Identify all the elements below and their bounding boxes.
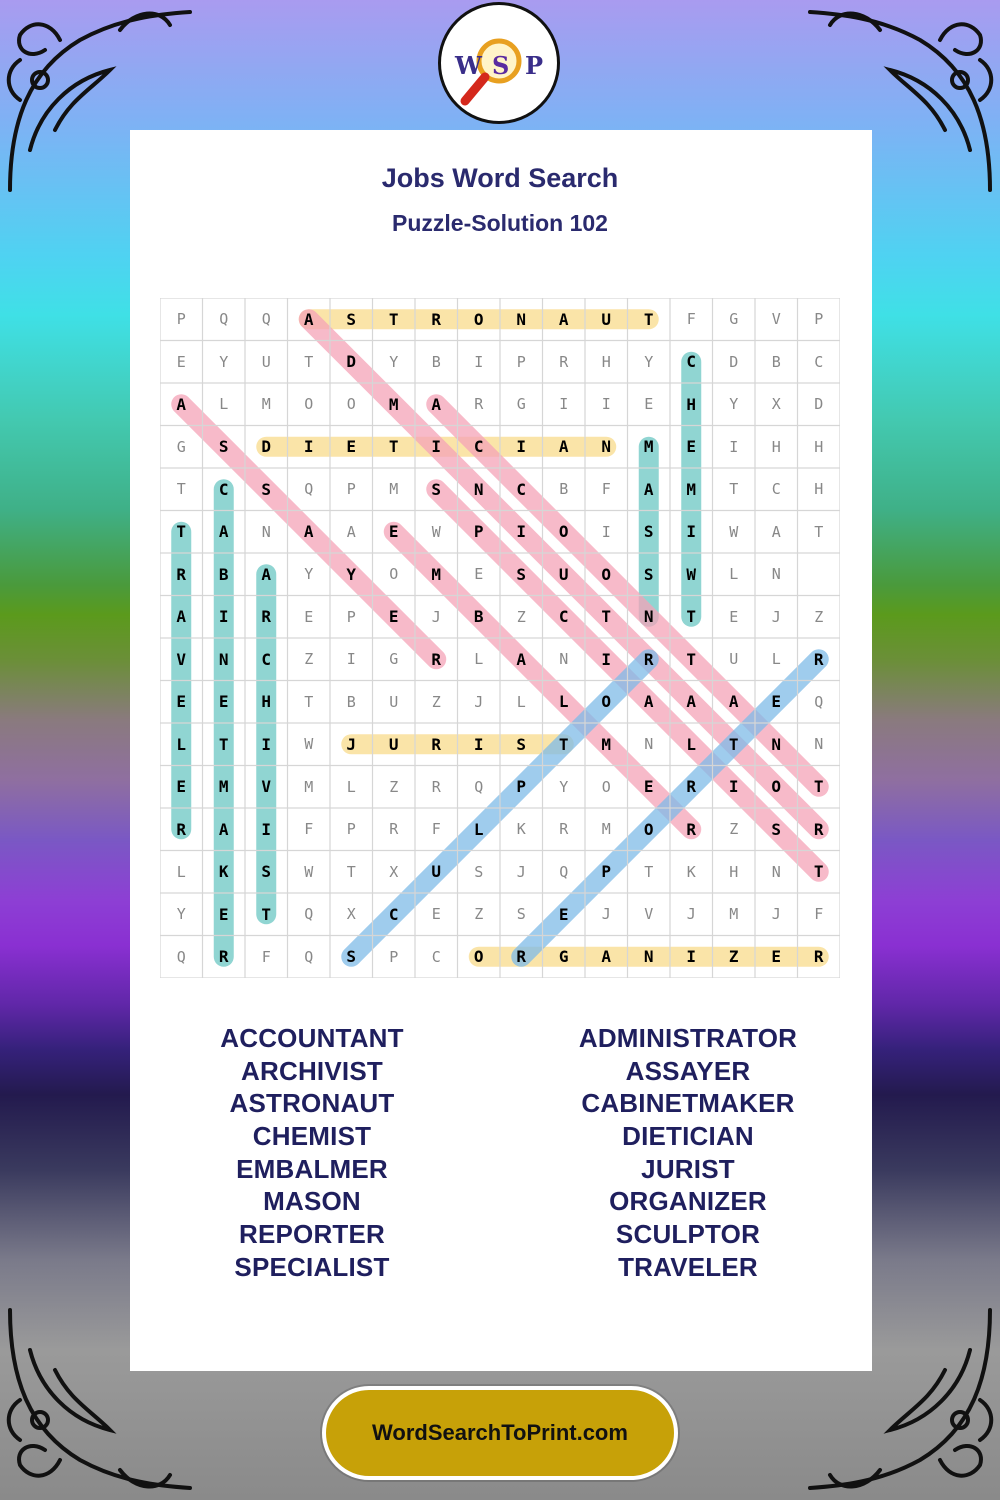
grid-cell[interactable]: Z [729, 820, 739, 839]
logo-letter-w: W [455, 51, 482, 80]
grid-cell[interactable]: Y [176, 905, 186, 924]
grid-cell[interactable]: B [473, 607, 484, 627]
grid-cell[interactable]: A [303, 309, 314, 329]
grid-cell[interactable]: F [261, 947, 271, 966]
grid-cell[interactable]: M [304, 777, 314, 796]
grid-cell[interactable]: T [728, 734, 739, 754]
grid-cell[interactable]: Z [431, 692, 441, 711]
grid-cell[interactable]: N [643, 607, 654, 627]
grid-cell[interactable]: A [516, 649, 527, 669]
grid-cell[interactable]: R [389, 820, 399, 839]
grid-cell[interactable]: D [729, 352, 739, 371]
grid-cell[interactable]: H [601, 352, 611, 371]
grid-cell[interactable]: T [643, 309, 654, 329]
grid-cell[interactable]: Q [304, 947, 314, 966]
grid-cell[interactable]: D [261, 437, 272, 457]
grid-cell[interactable]: O [771, 777, 782, 797]
grid-cell[interactable]: Z [474, 905, 484, 924]
word-list-item: ASSAYER [625, 1055, 751, 1086]
grid-cell[interactable]: Y [304, 565, 314, 584]
grid-cell[interactable]: J [346, 734, 357, 754]
grid-cell[interactable]: A [176, 394, 187, 414]
grid-cell[interactable]: V [644, 905, 654, 924]
grid-cell[interactable]: K [686, 862, 696, 881]
grid-cell[interactable]: L [771, 650, 781, 669]
grid-cell[interactable]: E [686, 437, 697, 457]
grid-cell[interactable]: L [219, 395, 229, 414]
grid-cell[interactable]: A [218, 819, 229, 839]
grid-cell[interactable]: Y [219, 352, 229, 371]
grid-cell[interactable]: N [559, 650, 569, 669]
puzzle-grid-area [160, 298, 840, 978]
grid-cell[interactable]: S [474, 862, 484, 881]
grid-cell[interactable]: U [388, 734, 399, 754]
grid-cell[interactable]: V [176, 649, 187, 669]
grid-cell[interactable]: S [218, 437, 229, 457]
grid-cell[interactable]: A [261, 564, 272, 584]
grid-cell[interactable]: T [304, 352, 314, 371]
grid-cell[interactable]: L [176, 734, 187, 754]
grid-cell[interactable]: N [218, 649, 229, 669]
grid-cell[interactable]: O [643, 819, 654, 839]
grid-cell[interactable]: I [516, 522, 527, 542]
grid-cell[interactable]: P [516, 777, 527, 797]
grid-cell[interactable]: L [346, 777, 356, 796]
grid-cell[interactable]: M [388, 394, 399, 414]
grid-cell[interactable]: M [218, 777, 229, 797]
grid-cell[interactable]: S [261, 862, 272, 882]
grid-cell[interactable]: B [431, 352, 441, 371]
grid-cell[interactable]: I [261, 734, 272, 754]
grid-cell[interactable]: A [558, 437, 569, 457]
grid-cell[interactable]: F [686, 310, 696, 329]
grid-cell[interactable]: T [813, 777, 824, 797]
grid-cell[interactable]: Z [304, 650, 314, 669]
grid-cell[interactable]: I [601, 522, 611, 541]
grid-cell[interactable]: R [431, 734, 442, 754]
grid-cell[interactable]: O [304, 395, 314, 414]
grid-cell[interactable]: S [643, 564, 654, 584]
grid-cell[interactable]: Y [559, 777, 569, 796]
grid-cell[interactable]: B [771, 352, 781, 371]
grid-cell[interactable]: W [729, 522, 739, 541]
grid-cell[interactable]: S [516, 734, 527, 754]
grid-cell[interactable]: T [729, 480, 739, 499]
word-list-item: ARCHIVIST [241, 1055, 383, 1086]
grid-cell[interactable]: I [559, 395, 569, 414]
grid-cell[interactable]: T [558, 734, 569, 754]
grid-cell[interactable]: R [176, 564, 187, 584]
grid-cell[interactable]: S [516, 905, 526, 924]
grid-cell[interactable]: C [558, 607, 569, 627]
grid-cell[interactable]: A [218, 522, 229, 542]
grid-cell[interactable]: T [388, 437, 399, 457]
grid-cell[interactable]: E [729, 607, 739, 626]
grid-cell[interactable]: H [771, 437, 781, 456]
grid-cell[interactable]: R [559, 352, 569, 371]
grid-cell[interactable]: J [474, 692, 484, 711]
grid-cell[interactable]: J [771, 905, 781, 924]
grid-cell[interactable]: O [346, 395, 356, 414]
grid-cell[interactable]: A [771, 522, 781, 541]
grid-cell[interactable]: H [814, 437, 824, 456]
grid-cell[interactable]: Z [389, 777, 399, 796]
grid-cell[interactable]: R [261, 607, 272, 627]
grid-cell[interactable]: S [516, 564, 527, 584]
grid-cell[interactable]: R [813, 649, 824, 669]
grid-cell[interactable]: H [729, 862, 739, 881]
grid-cell[interactable]: E [218, 692, 229, 712]
site-link-button[interactable] [322, 1386, 678, 1480]
grid-cell[interactable]: O [601, 564, 612, 584]
page-title: Jobs Word Search [381, 163, 619, 193]
grid-cell[interactable]: N [771, 565, 781, 584]
grid-cell[interactable]: P [346, 607, 356, 626]
grid-cell[interactable]: C [771, 480, 781, 499]
grid-cell[interactable]: Z [728, 947, 739, 967]
grid-cell[interactable]: F [601, 480, 611, 499]
grid-cell[interactable]: R [218, 947, 229, 967]
grid-cell[interactable]: E [771, 947, 782, 967]
grid-cell[interactable]: E [176, 777, 187, 797]
grid-cell[interactable]: N [643, 947, 654, 967]
grid-cell[interactable]: K [218, 862, 229, 882]
grid-cell[interactable]: G [729, 310, 739, 329]
grid-cell[interactable]: A [728, 692, 739, 712]
grid-cell[interactable]: T [813, 862, 824, 882]
grid-cell[interactable]: Q [559, 862, 569, 881]
grid-cell[interactable]: E [643, 777, 654, 797]
grid-cell[interactable]: I [686, 947, 697, 967]
grid-cell[interactable]: O [601, 692, 612, 712]
grid-cell[interactable]: N [814, 735, 824, 754]
grid-cell[interactable]: R [559, 820, 569, 839]
grid-cell[interactable]: L [729, 565, 739, 584]
grid-cell[interactable]: G [176, 437, 186, 456]
grid-cell[interactable]: T [304, 692, 314, 711]
word-list-item: DIETICIAN [622, 1121, 754, 1152]
grid-cell[interactable]: R [474, 395, 484, 414]
grid-cell[interactable]: J [431, 607, 441, 626]
grid-cell[interactable]: L [686, 734, 697, 754]
word-list-left [122, 1022, 502, 1284]
grid-cell[interactable]: A [176, 607, 187, 627]
grid-cell[interactable]: E [771, 692, 782, 712]
grid-cell[interactable]: V [771, 310, 781, 329]
grid-cell[interactable]: U [261, 352, 271, 371]
grid-cell[interactable]: W [686, 564, 697, 584]
grid-cell[interactable]: U [558, 564, 569, 584]
grid-cell[interactable]: V [261, 777, 272, 797]
grid-cell[interactable]: P [346, 820, 356, 839]
grid-cell[interactable]: C [473, 437, 484, 457]
grid-cell[interactable]: I [729, 437, 739, 456]
word-list-right [498, 1022, 878, 1284]
grid-cell[interactable]: X [346, 905, 356, 924]
grid-cell[interactable]: F [431, 820, 441, 839]
grid-cell[interactable]: E [474, 565, 484, 584]
grid-cell[interactable]: C [431, 947, 441, 966]
grid-cell[interactable]: L [474, 650, 484, 669]
grid-cell[interactable]: P [346, 480, 356, 499]
grid-cell[interactable]: I [473, 734, 484, 754]
grid-cell[interactable]: A [431, 394, 442, 414]
grid-cell[interactable]: G [516, 395, 526, 414]
word-list-item: CHEMIST [252, 1121, 372, 1152]
grid-cell[interactable]: O [558, 522, 569, 542]
grid-cell[interactable]: T [176, 522, 187, 542]
grid-cell[interactable]: E [644, 395, 654, 414]
grid-cell[interactable]: T [814, 522, 824, 541]
word-list-item: ASTRONAUT [229, 1088, 395, 1119]
grid-cell[interactable]: R [813, 947, 824, 967]
grid-cell[interactable]: A [346, 522, 356, 541]
grid-cell[interactable]: C [516, 479, 527, 499]
grid-cell[interactable]: B [218, 564, 229, 584]
logo-letter-p: P [525, 51, 544, 80]
grid-cell[interactable]: C [218, 479, 229, 499]
grid-cell[interactable]: T [388, 309, 399, 329]
grid-cell[interactable]: W [431, 522, 441, 541]
grid-cell[interactable]: Q [814, 692, 824, 711]
grid-cell[interactable]: I [218, 607, 229, 627]
grid-cell[interactable]: E [558, 904, 569, 924]
grid-cell[interactable]: N [473, 479, 484, 499]
grid-cell[interactable]: L [558, 692, 569, 712]
grid-cell[interactable]: D [814, 395, 824, 414]
grid-cell[interactable]: I [346, 650, 356, 669]
grid-cell[interactable]: Y [389, 352, 399, 371]
grid-cell[interactable]: E [218, 904, 229, 924]
grid-cell[interactable]: K [516, 820, 526, 839]
grid-cell[interactable]: N [601, 437, 612, 457]
grid-cell[interactable]: T [218, 734, 229, 754]
grid-cell[interactable]: T [176, 480, 186, 499]
grid-cell[interactable]: R [431, 777, 441, 796]
grid-cell[interactable]: R [431, 649, 442, 669]
grid-cell[interactable]: E [304, 607, 314, 626]
grid-cell[interactable]: S [431, 479, 442, 499]
grid-cell[interactable]: M [389, 480, 399, 499]
grid-cell[interactable]: I [474, 352, 484, 371]
grid-cell[interactable]: Q [304, 905, 314, 924]
grid-cell[interactable]: O [601, 777, 611, 796]
grid-cell[interactable]: O [473, 309, 484, 329]
grid-cell[interactable]: Q [261, 310, 271, 329]
grid-cell[interactable]: C [686, 352, 697, 372]
grid-cell[interactable]: N [516, 309, 527, 329]
grid-cell[interactable]: A [303, 522, 314, 542]
grid-cell[interactable] [798, 553, 841, 596]
grid-cell[interactable]: Q [176, 947, 186, 966]
grid-cell[interactable]: S [261, 479, 272, 499]
grid-cell[interactable]: C [814, 352, 824, 371]
grid-cell[interactable]: O [473, 947, 484, 967]
grid-cell[interactable]: J [516, 862, 526, 881]
grid-cell[interactable]: B [346, 692, 356, 711]
site-link-label: WordSearchToPrint.com [372, 1420, 628, 1445]
grid-cell[interactable]: J [771, 607, 781, 626]
grid-cell[interactable]: E [388, 522, 399, 542]
grid-cell[interactable]: E [431, 905, 441, 924]
grid-cell[interactable]: U [601, 309, 612, 329]
grid-cell[interactable]: B [559, 480, 569, 499]
site-logo[interactable] [438, 2, 560, 124]
word-list-item: SCULPTOR [615, 1219, 761, 1250]
grid-cell[interactable]: M [729, 905, 739, 924]
grid-cell[interactable]: R [516, 947, 527, 967]
grid-cell[interactable]: H [686, 394, 697, 414]
grid-cell[interactable]: Y [729, 395, 739, 414]
grid-cell[interactable]: R [643, 649, 654, 669]
grid-cell[interactable]: W [304, 862, 314, 881]
grid-cell[interactable]: M [431, 564, 442, 584]
grid-cell[interactable]: W [304, 735, 314, 754]
grid-cell[interactable]: S [346, 309, 357, 329]
grid-cell[interactable]: A [643, 692, 654, 712]
grid-cell[interactable]: P [473, 522, 484, 542]
grid-cell[interactable]: R [431, 309, 442, 329]
grid-cell[interactable]: F [814, 905, 824, 924]
grid-cell[interactable]: J [601, 905, 611, 924]
grid-cell[interactable]: R [686, 777, 697, 797]
grid-cell[interactable]: P [601, 862, 612, 882]
grid-cell[interactable]: G [558, 947, 569, 967]
grid-cell[interactable]: C [261, 649, 272, 669]
logo-letter-s: S [492, 51, 510, 80]
grid-cell[interactable]: L [473, 819, 484, 839]
grid-cell[interactable]: U [729, 650, 739, 669]
grid-cell[interactable]: A [643, 479, 654, 499]
grid-cell[interactable]: L [176, 862, 186, 881]
grid-cell[interactable]: M [601, 820, 611, 839]
word-list-item: ORGANIZER [609, 1186, 767, 1217]
word-list-item: SPECIALIST [234, 1251, 390, 1282]
grid-cell[interactable]: R [813, 819, 824, 839]
grid-cell[interactable]: O [389, 565, 399, 584]
grid-cell[interactable]: J [686, 905, 696, 924]
grid-cell[interactable]: Q [219, 310, 229, 329]
grid-cell[interactable]: I [516, 437, 527, 457]
grid-cell[interactable]: X [389, 862, 399, 881]
grid-cell[interactable]: M [601, 734, 612, 754]
grid-cell[interactable]: I [728, 777, 739, 797]
grid-cell[interactable]: M [686, 479, 697, 499]
grid-cell[interactable]: A [601, 947, 612, 967]
grid-cell[interactable]: E [346, 437, 357, 457]
word-list-item: EMBALMER [236, 1153, 388, 1184]
grid-cell[interactable]: I [686, 522, 697, 542]
word-list-item: MASON [263, 1186, 361, 1217]
grid-cell[interactable]: N [644, 735, 654, 754]
grid-cell[interactable]: M [643, 437, 654, 457]
grid-cell[interactable]: D [346, 352, 357, 372]
word-list-item: JURIST [641, 1153, 735, 1184]
grid-cell[interactable]: S [346, 947, 357, 967]
grid-cell[interactable]: I [431, 437, 442, 457]
grid-cell[interactable]: P [814, 310, 824, 329]
page-subtitle: Puzzle-Solution 102 [392, 210, 608, 236]
word-list-item: ACCOUNTANT [220, 1023, 404, 1053]
grid-cell[interactable]: Z [814, 607, 824, 626]
grid-cell[interactable]: T [644, 862, 654, 881]
grid-cell[interactable]: R [176, 819, 187, 839]
grid-cell[interactable]: A [558, 309, 569, 329]
grid-cell[interactable]: L [516, 692, 526, 711]
grid-cell[interactable]: Y [644, 352, 654, 371]
grid-cell[interactable]: I [261, 819, 272, 839]
grid-cell[interactable]: N [261, 522, 271, 541]
grid-cell[interactable]: N [771, 734, 782, 754]
grid-cell[interactable]: X [771, 395, 781, 414]
grid-cell[interactable]: I [303, 437, 314, 457]
letter-grid [160, 298, 840, 978]
grid-cell[interactable]: Q [304, 480, 314, 499]
grid-cell[interactable]: F [304, 820, 314, 839]
grid-cell[interactable]: I [601, 395, 611, 414]
grid-cell[interactable]: P [176, 310, 186, 329]
grid-cell[interactable]: S [643, 522, 654, 542]
grid-cell[interactable]: T [346, 862, 356, 881]
word-list-item: REPORTER [238, 1219, 386, 1250]
word-list-item: TRAVELER [618, 1251, 758, 1282]
grid-cell[interactable]: H [814, 480, 824, 499]
grid-cell[interactable]: T [261, 904, 272, 924]
grid-cell[interactable]: I [601, 649, 612, 669]
grid-cell[interactable]: S [771, 819, 782, 839]
grid-cell[interactable]: G [389, 650, 399, 669]
grid-cell[interactable]: Y [346, 564, 357, 584]
grid-cell[interactable]: Q [474, 777, 484, 796]
grid-cell[interactable]: N [771, 862, 781, 881]
grid-cell[interactable]: T [686, 649, 697, 669]
grid-cell[interactable]: A [686, 692, 697, 712]
grid-cell[interactable]: C [388, 904, 399, 924]
grid-cell[interactable]: E [176, 352, 186, 371]
grid-cell[interactable]: H [261, 692, 272, 712]
word-list-item: CABINETMAKER [581, 1088, 795, 1119]
grid-cell[interactable]: P [516, 352, 526, 371]
grid-cell[interactable]: T [601, 607, 612, 627]
grid-cell[interactable]: U [389, 692, 399, 711]
grid-cell[interactable]: U [431, 862, 442, 882]
grid-cell[interactable]: R [686, 819, 697, 839]
grid-cell[interactable]: Z [516, 607, 526, 626]
grid-cell[interactable]: E [176, 692, 187, 712]
grid-cell[interactable]: E [388, 607, 399, 627]
word-list-item: ADMINISTRATOR [578, 1023, 798, 1053]
grid-cell[interactable]: T [686, 607, 697, 627]
grid-cell[interactable]: P [389, 947, 399, 966]
grid-cell[interactable]: M [261, 395, 271, 414]
